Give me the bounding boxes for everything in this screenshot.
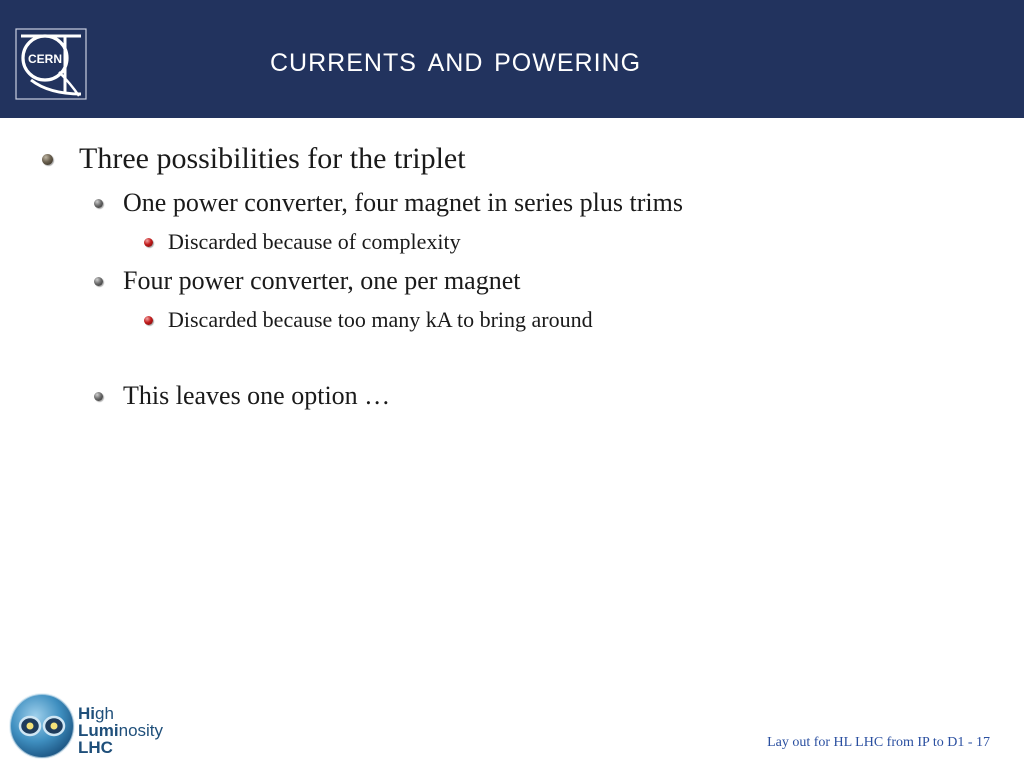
- bullet-level2: [94, 381, 390, 411]
- bullet-text: Discarded because too many kA to bring around: [168, 307, 593, 332]
- hl-logo-line1-rest: gh: [95, 704, 114, 723]
- cern-logo-text: CERN: [27, 52, 63, 66]
- hl-logo-line2-rest: nosity: [118, 721, 164, 740]
- bullet-text: Discarded because of complexity: [168, 229, 461, 254]
- bullet-dot-icon: [42, 154, 53, 165]
- bullet-dot-icon: [144, 238, 153, 247]
- title-bar: [0, 0, 1024, 118]
- slide-footer: Lay out for HL LHC from IP to D1 - 17: [767, 735, 990, 750]
- bullet-text: One power converter, four magnet in series plus trims: [123, 188, 683, 217]
- bullet-level2: [94, 266, 520, 296]
- bullet-dot-icon: [144, 316, 153, 325]
- bullet-level3: [144, 307, 593, 333]
- bullet-text: Three possibilities for the triplet: [79, 142, 466, 175]
- bullet-text: Four power converter, one per magnet: [123, 266, 521, 295]
- slide-title: currents and powering: [270, 40, 642, 79]
- bullet-level1: [42, 142, 466, 176]
- bullet-dot-icon: [94, 199, 103, 208]
- hl-logo-line2-bold: Lumi: [78, 721, 119, 740]
- hl-logo-line3: LHC: [78, 738, 113, 757]
- bullet-text: This leaves one option …: [123, 381, 391, 410]
- bullet-dot-icon: [94, 392, 103, 401]
- high-luminosity-lhc-logo: [6, 690, 176, 760]
- hl-logo-line1-bold: Hi: [78, 704, 95, 723]
- cern-logo: [15, 28, 87, 100]
- bullet-level3: [144, 229, 461, 255]
- bullet-dot-icon: [94, 277, 103, 286]
- bullet-level2: [94, 188, 683, 218]
